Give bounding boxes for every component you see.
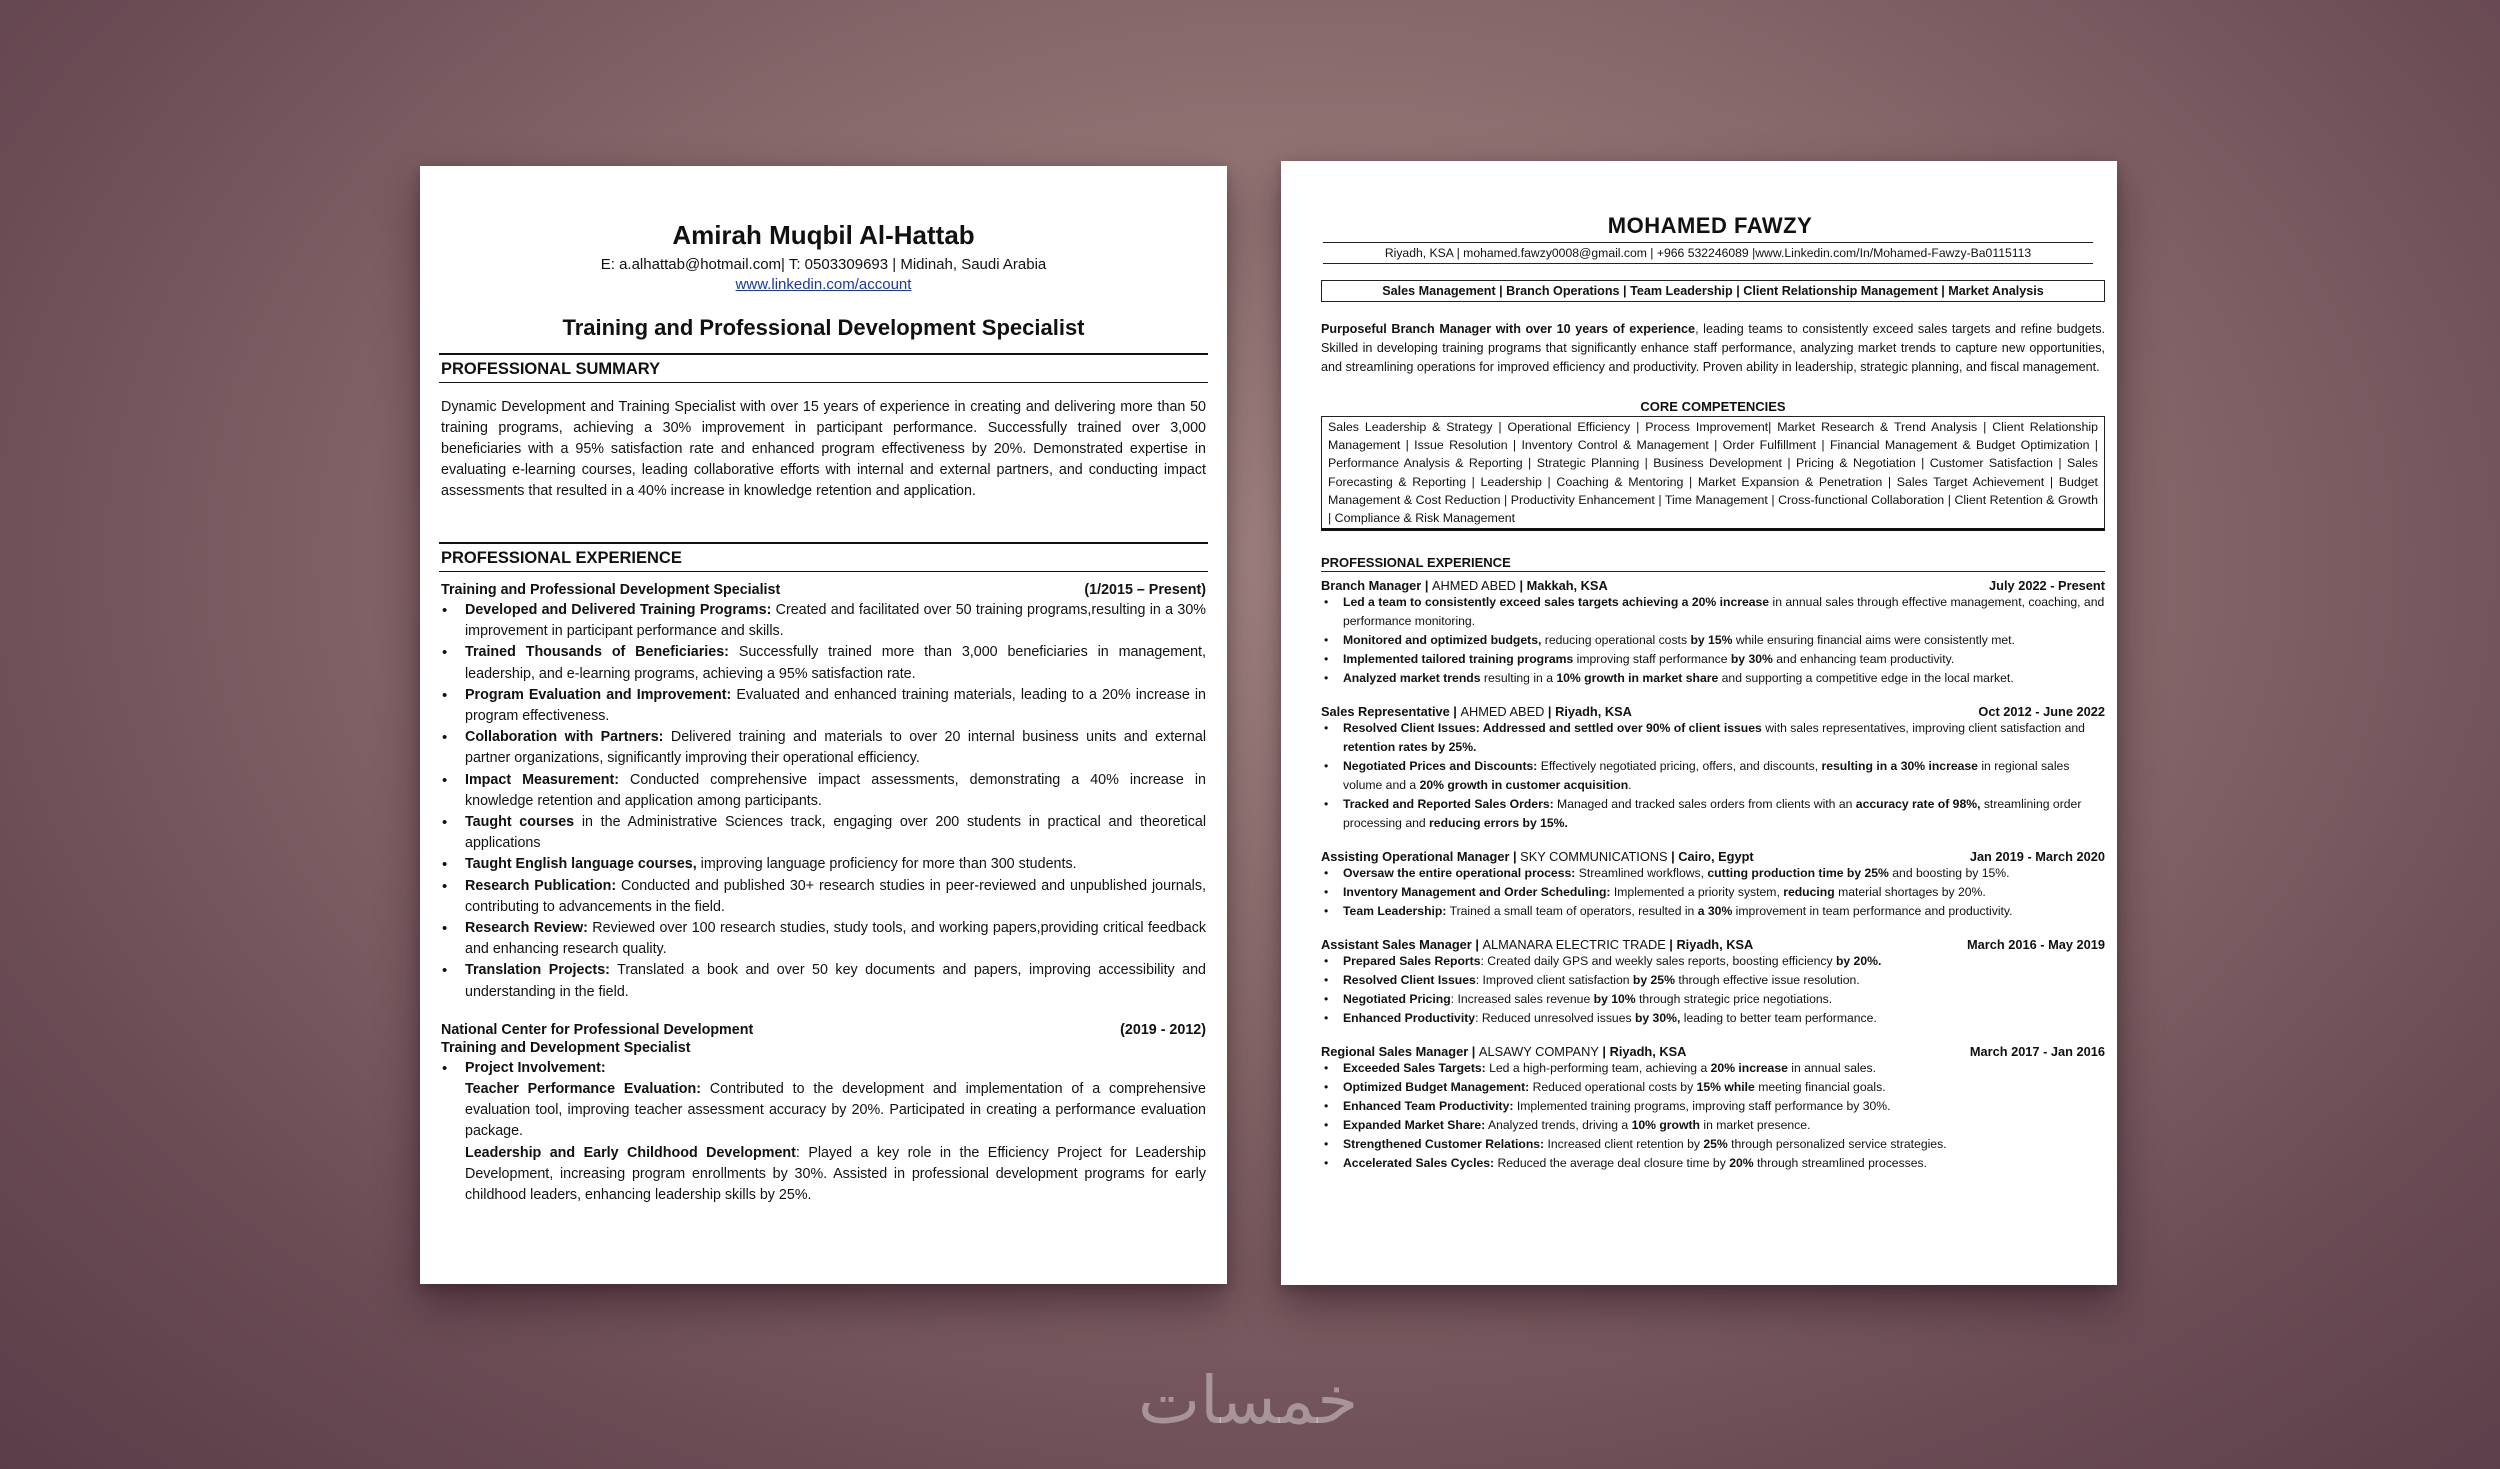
list-item: • Team Leadership: Trained a small team of operators, resulted in a 30% improvement in team performance and productivity. (1321, 902, 2105, 921)
list-item: • Strengthened Customer Relations: Increased client retention by 25% through personalized service strategies. (1321, 1135, 2105, 1154)
list-item: • Led a team to consistently exceed sales targets achieving a 20% increase in annual sales through effective management, coaching, and performance monitoring. (1321, 593, 2105, 631)
list-item: • Monitored and optimized budgets, reducing operational costs by 15% while ensuring financial aims were consistently met. (1321, 631, 2105, 650)
list-item: • Research Publication: Conducted and published 30+ research studies in peer-reviewed and unpublished journals, contributing to advancements in the field. (439, 876, 1206, 918)
section-heading-experience: PROFESSIONAL EXPERIENCE (1321, 555, 2105, 572)
list-item: • Enhanced Team Productivity: Implemented training programs, improving staff performance by 30%. (1321, 1097, 2105, 1116)
list-item: • Accelerated Sales Cycles: Reduced the average deal closure time by 20% through streamlined processes. (1321, 1154, 2105, 1173)
job-entry (1321, 578, 2105, 688)
job-bullet-list (439, 1058, 1208, 1079)
list-item: • Enhanced Productivity: Reduced unresolved issues by 30%, leading to better team performance. (1321, 1009, 2105, 1028)
job-date: July 2022 - Present (1989, 578, 2105, 594)
list-item: • Program Evaluation and Improvement: Evaluated and enhanced training materials, leading to a 20% increase in program effectiveness. (439, 685, 1206, 727)
job-header (1321, 937, 2105, 952)
list-item: • Trained Thousands of Beneficiaries: Successfully trained more than 3,000 beneficiaries in management, leadership, and e-learning programs, achieving a 95% satisfaction rate. (439, 642, 1206, 684)
list-item: • Expanded Market Share: Analyzed trends, driving a 10% growth in market presence. (1321, 1116, 2105, 1135)
job-role: Training and Professional Development Specialist (441, 582, 781, 598)
job-title: Training and Professional Development Specialist (562, 315, 1085, 340)
job-header (439, 582, 1208, 598)
list-item: • Tracked and Reported Sales Orders: Managed and tracked sales orders from clients with an accuracy rate of 98%, streamlining order processing and reducing errors by 15%. (1321, 795, 2105, 833)
list-item: • Collaboration with Partners: Delivered training and materials to over 20 internal business units and external partner organizations, significantly improving their operational efficiency. (439, 727, 1206, 769)
section-heading-experience: PROFESSIONAL EXPERIENCE (439, 542, 1208, 572)
job-date: Jan 2019 - March 2020 (1969, 849, 2105, 865)
job-date: Oct 2012 - June 2022 (1978, 704, 2105, 720)
job-bullet-list (1321, 1059, 2105, 1173)
job-date: (1/2015 – Present) (1084, 582, 1206, 598)
section-heading-summary: PROFESSIONAL SUMMARY (439, 353, 1208, 383)
list-item: • Negotiated Prices and Discounts: Effectively negotiated pricing, offers, and discounts, resulting in a 30% increase in regional sales volume and a 20% growth in customer acquisition. (1321, 757, 2105, 795)
linkedin-link[interactable]: www.linkedin.com/account (735, 276, 912, 293)
job-bullet-list (1321, 864, 2105, 921)
job-date: March 2016 - May 2019 (1966, 937, 2105, 953)
list-item: • Translation Projects: Translated a book and over 50 key documents and papers, improving accessibility and understanding in the field. (439, 960, 1206, 1002)
resume-page-left (420, 166, 1227, 1284)
summary-paragraph: Purposeful Branch Manager with over 10 years of experience, leading teams to consistently exceed sales targets and refine budgets. Skilled in developing training programs that significantly enhance staff performance, analyzing market trends to capture new opportunities, and streamlining operations for improved efficiency and productivity. Proven ability in leadership, strategic planning, and fiscal management. (1321, 322, 2105, 374)
job-date: (2019 - 2012) (1120, 1021, 1206, 1038)
project-detail: Leadership and Early Childhood Development: Played a key role in the Efficiency Project for Leadership Development, increasing program enrollments by 30%. Assisted in professional development programs for early childhood leaders, enhancing leadership skills by 25%. (465, 1144, 1207, 1204)
candidate-name: Amirah Muqbil Al-Hattab (672, 220, 975, 250)
section-heading-competencies: CORE COMPETENCIES (1640, 399, 1786, 414)
list-item: • Implemented tailored training programs improving staff performance by 30% and enhancing team productivity. (1321, 650, 2105, 669)
job-header (439, 1022, 1208, 1038)
competencies-box: Sales Leadership & Strategy | Operational Efficiency | Process Improvement| Market Research & Trend Analysis | Client Relationship Management | Issue Resolution | Inventory Control & Management | Order Fulfillment | Financial Management & Budget Optimization | Performance Analysis & Reporting | Strategic Planning | Business Development | Pricing & Negotiation | Customer Satisfaction | Sales Forecasting & Reporting | Leadership | Coaching & Mentoring | Market Expansion & Penetration | Sales Target Achievement | Budget Management & Cost Reduction | Productivity Enhancement | Time Management | Cross-functional Collaboration | Client Retention & Growth | Compliance & Risk Management (1321, 416, 2105, 531)
job-header (1321, 1044, 2105, 1059)
job-role: Training and Development Specialist (441, 1039, 691, 1056)
contact-line: Riyadh, KSA | mohamed.fawzy0008@gmail.com | +966 532246089 |www.Linkedin.com/In/Mohamed-Fawzy-Ba0115113 (1323, 242, 2093, 264)
job-entry (1321, 704, 2105, 833)
job-date: March 2017 - Jan 2016 (1969, 1044, 2105, 1060)
summary-paragraph: Dynamic Development and Training Specialist with over 15 years of experience in creating and delivering more than 50 training programs, achieving a 30% improvement in participant performance. Successfully trained over 3,000 beneficiaries with a 95% satisfaction rate and enhanced program effectiveness by 20%. Demonstrated expertise in evaluating e-learning courses, leading collaborative efforts with internal and external partners, and conducting impact assessments that resulted in a 40% increase in knowledge retention and application. (441, 399, 1206, 499)
list-item: • Oversaw the entire operational process: Streamlined workflows, cutting production time by 25% and boosting by 15%. (1321, 864, 2105, 883)
job-role: Assistant Sales Manager | ALMANARA ELECTRIC TRADE | Riyadh, KSA (1321, 937, 1754, 953)
list-item: • Taught English language courses, improving language proficiency for more than 300 students. (439, 854, 1206, 875)
job-bullet-list (1321, 593, 2105, 688)
job-bullet-list (439, 600, 1208, 1003)
list-item: • Analyzed market trends resulting in a 10% growth in market share and supporting a competitive edge in the local market. (1321, 669, 2105, 688)
list-item: • Developed and Delivered Training Programs: Created and facilitated over 50 training programs,resulting in a 30% improvement in participant performance and skills. (439, 600, 1206, 642)
contact-line: E: a.alhattab@hotmail.com| T: 0503309693 | Midinah, Saudi Arabia (600, 256, 1047, 273)
list-item: • Prepared Sales Reports: Created daily GPS and weekly sales reports, boosting efficiency by 20%. (1321, 952, 2105, 971)
organization-name: National Center for Professional Development (441, 1021, 754, 1038)
list-item: • Project Involvement: (439, 1058, 1206, 1079)
job-bullet-list (1321, 952, 2105, 1028)
list-item: • Negotiated Pricing: Increased sales revenue by 10% through strategic price negotiations. (1321, 990, 2105, 1009)
resume-page-right (1281, 161, 2117, 1285)
job-entry (1321, 937, 2105, 1028)
list-item: • Resolved Client Issues: Addressed and settled over 90% of client issues with sales representatives, improving client satisfaction and retention rates by 25%. (1321, 719, 2105, 757)
job-header (1321, 704, 2105, 719)
list-item: • Resolved Client Issues: Improved client satisfaction by 25% through effective issue resolution. (1321, 971, 2105, 990)
list-item: • Inventory Management and Order Scheduling: Implemented a priority system, reducing material shortages by 20%. (1321, 883, 2105, 902)
list-item: • Taught courses in the Administrative Sciences track, engaging over 200 students in practical and theoretical applications (439, 812, 1206, 854)
job-entry (1321, 1044, 2105, 1173)
list-item: • Exceeded Sales Targets: Led a high-performing team, achieving a 20% increase in annual sales. (1321, 1059, 2105, 1078)
list-item: • Impact Measurement: Conducted comprehensive impact assessments, demonstrating a 40% increase in knowledge retention and application among participants. (439, 770, 1206, 812)
job-role: Regional Sales Manager | ALSAWY COMPANY | Riyadh, KSA (1321, 1044, 1687, 1060)
candidate-name: MOHAMED FAWZY (1607, 213, 1813, 238)
job-role: Assisting Operational Manager | SKY COMMUNICATIONS | Cairo, Egypt (1321, 849, 1754, 865)
job-role: Branch Manager | AHMED ABED | Makkah, KSA (1321, 578, 1608, 594)
job-bullet-list (1321, 719, 2105, 833)
list-item: • Optimized Budget Management: Reduced operational costs by 15% while meeting financial goals. (1321, 1078, 2105, 1097)
site-watermark-logo: خمسات (1137, 1362, 1359, 1439)
job-role: Sales Representative | AHMED ABED | Riyadh, KSA (1321, 704, 1632, 720)
experience-list (1321, 578, 2105, 1173)
job-entry (1321, 849, 2105, 921)
job-header (1321, 849, 2105, 864)
project-detail: Teacher Performance Evaluation: Contributed to the development and implementation of a comprehensive evaluation tool, improving teacher assessment accuracy by 20%. Participated in creating a performance evaluation package. (465, 1081, 1206, 1140)
job-header (1321, 578, 2105, 593)
key-skills-banner: Sales Management | Branch Operations | Team Leadership | Client Relationship Management | Market Analysis (1321, 280, 2105, 302)
list-item: • Research Review: Reviewed over 100 research studies, study tools, and working papers,providing critical feedback and enhancing research quality. (439, 918, 1206, 960)
